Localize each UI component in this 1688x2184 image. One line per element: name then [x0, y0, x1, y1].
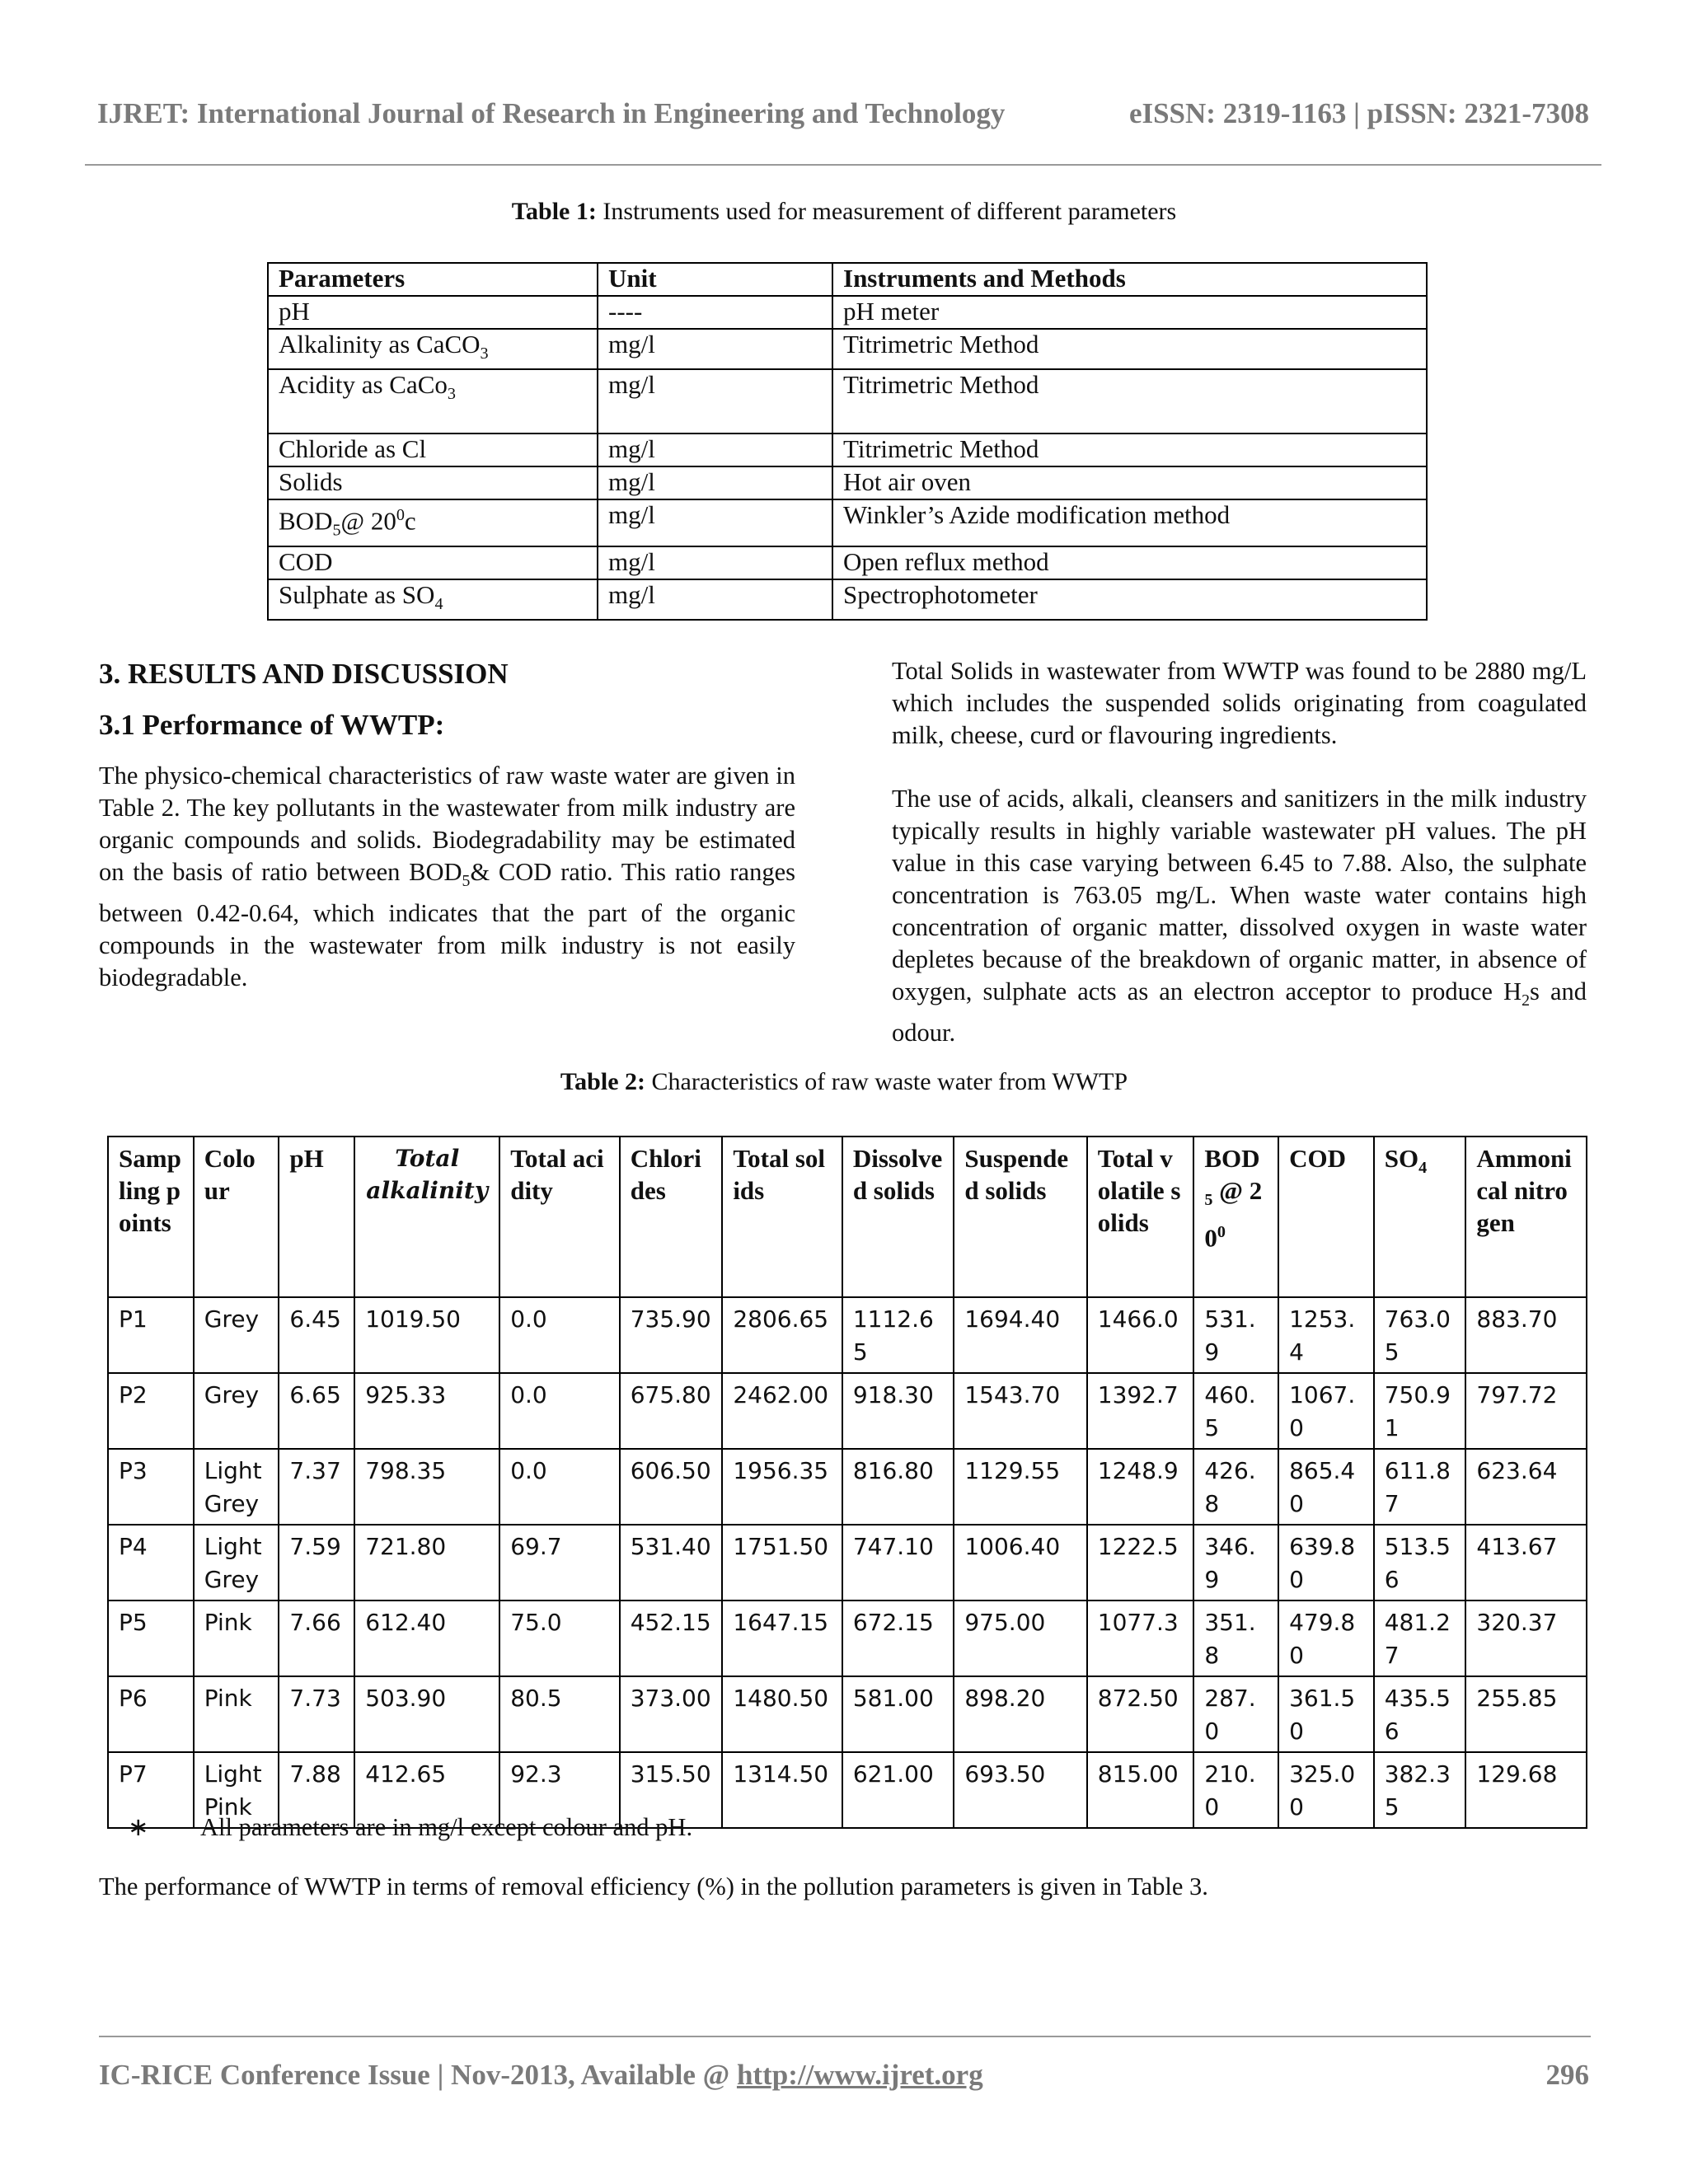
table-cell: Grey — [194, 1373, 279, 1449]
table-cell: 639.80 — [1278, 1525, 1374, 1601]
table-row — [268, 579, 1427, 620]
table-cell: 7.66 — [279, 1601, 354, 1676]
method-cell: Titrimetric Method — [832, 434, 1427, 466]
left-paragraph: The physico-chemical characteristics of raw waste water are given in Table 2. The key pollutants in the wastewater from milk industry are organic compounds and solids. Biodegradability may be estimated on the basis of ratio between $BOD_5\&$ COD ratio. This ratio ranges between 0.42-0.64, which indicates that the part of the organic compounds in the wastewater from milk industry is not easily biodegradable. — [99, 762, 795, 992]
table-cell: 672.15 — [842, 1601, 954, 1676]
table-cell: 255.85 — [1465, 1676, 1587, 1752]
table-cell: 621.00 — [842, 1752, 954, 1828]
table-row — [268, 546, 1427, 579]
table-cell: 351.8 — [1193, 1601, 1278, 1676]
table-row — [108, 1601, 1587, 1676]
table-cell: 1129.55 — [954, 1449, 1086, 1525]
column-header: Unit — [598, 263, 832, 296]
table2-caption-text: Characteristics of raw waste water from WWTP — [645, 1068, 1128, 1095]
table-cell: 129.68 — [1465, 1752, 1587, 1828]
table-header-row — [268, 263, 1427, 296]
table-row — [108, 1449, 1587, 1525]
column-header: Colour — [194, 1137, 279, 1297]
table-cell: 750.91 — [1374, 1373, 1466, 1449]
column-header: $BOD_5$ @ $20^0$ — [1193, 1137, 1278, 1297]
table-cell: 481.27 — [1374, 1601, 1466, 1676]
table2-caption-label: Table 2: — [560, 1068, 646, 1095]
table-cell: 816.80 — [842, 1449, 954, 1525]
table-cell: 452.15 — [620, 1601, 723, 1676]
table-cell: 0.0 — [499, 1373, 620, 1449]
column-header: Sampling points — [108, 1137, 194, 1297]
asterisk-icon: ∗ — [128, 1813, 149, 1841]
table-row — [108, 1525, 1587, 1601]
method-cell: pH meter — [832, 296, 1427, 329]
table-cell: 531.9 — [1193, 1297, 1278, 1373]
table-row — [268, 434, 1427, 466]
method-cell: Titrimetric Method — [832, 369, 1427, 434]
parameter-cell: COD — [268, 546, 598, 579]
table-cell: 797.72 — [1465, 1373, 1587, 1449]
column-header: Total volatile solids — [1087, 1137, 1194, 1297]
parameter-cell: pH — [268, 296, 598, 329]
column-header: pH — [279, 1137, 354, 1297]
table-cell: 872.50 — [1087, 1676, 1194, 1752]
table-cell: 798.35 — [354, 1449, 499, 1525]
table-cell: 7.37 — [279, 1449, 354, 1525]
table-cell: 513.56 — [1374, 1525, 1466, 1601]
table-row — [268, 369, 1427, 434]
table-cell: P1 — [108, 1297, 194, 1373]
table-cell: 623.64 — [1465, 1449, 1587, 1525]
column-header: COD — [1278, 1137, 1374, 1297]
column-header: Ammonical nitrogen — [1465, 1137, 1587, 1297]
table-cell: 975.00 — [954, 1601, 1086, 1676]
method-cell: Open reflux method — [832, 546, 1427, 579]
table-cell: 1222.5 — [1087, 1525, 1194, 1601]
table-cell: 6.45 — [279, 1297, 354, 1373]
table-cell: 460.5 — [1193, 1373, 1278, 1449]
table-cell: 1543.70 — [954, 1373, 1086, 1449]
unit-cell: mg/l — [598, 466, 832, 499]
table-row — [268, 466, 1427, 499]
table2-caption — [0, 1068, 1688, 1096]
subsection-heading: 3.1 Performance of WWTP: — [99, 709, 445, 741]
table-header-row — [108, 1137, 1587, 1297]
table1-caption-label: Table 1: — [511, 198, 597, 225]
table-cell: 1751.50 — [722, 1525, 842, 1601]
column-header: Dissolved solids — [842, 1137, 954, 1297]
closing-sentence: The performance of WWTP in terms of removal efficiency (%) in the pollution parameters is given in Table 3. — [99, 1872, 1208, 1900]
table-cell: 1019.50 — [354, 1297, 499, 1373]
table-cell: 865.40 — [1278, 1449, 1374, 1525]
parameter-cell: Solids — [268, 466, 598, 499]
table-cell: 69.7 — [499, 1525, 620, 1601]
table-cell: Grey — [194, 1297, 279, 1373]
table-cell: 412.65 — [354, 1752, 499, 1828]
table-cell: 413.67 — [1465, 1525, 1587, 1601]
table-cell: 435.56 — [1374, 1676, 1466, 1752]
table-cell: 1392.7 — [1087, 1373, 1194, 1449]
table-cell: 1956.35 — [722, 1449, 842, 1525]
column-header: Total solids — [722, 1137, 842, 1297]
method-cell: Titrimetric Method — [832, 329, 1427, 369]
unit-cell: mg/l — [598, 579, 832, 620]
instruments-table — [267, 262, 1428, 621]
column-header: Parameters — [268, 263, 598, 296]
unit-cell: mg/l — [598, 546, 832, 579]
table-cell: 606.50 — [620, 1449, 723, 1525]
right-paragraph-1: Total Solids in wastewater from WWTP was found to be 2880 mg/L which includes the suspended solids originating from coagulated milk, cheese, curd or flavouring ingredients. — [892, 657, 1587, 749]
table-row — [108, 1297, 1587, 1373]
table-cell: 426.8 — [1193, 1449, 1278, 1525]
table-cell: 925.33 — [354, 1373, 499, 1449]
table-cell: 763.05 — [1374, 1297, 1466, 1373]
table-cell: 918.30 — [842, 1373, 954, 1449]
table-cell: Light Grey — [194, 1449, 279, 1525]
column-header: Chlorides — [620, 1137, 723, 1297]
column-header: $SO_4$ — [1374, 1137, 1466, 1297]
table-cell: 325.00 — [1278, 1752, 1374, 1828]
table-cell: P2 — [108, 1373, 194, 1449]
footnote-text: All parameters are in mg/l except colour and pH. — [200, 1813, 693, 1841]
table-cell: 80.5 — [499, 1676, 620, 1752]
section-heading: 3. RESULTS AND DISCUSSION — [99, 658, 509, 690]
table-cell: 7.73 — [279, 1676, 354, 1752]
table-cell: 0.0 — [499, 1449, 620, 1525]
table-row — [268, 296, 1427, 329]
running-footer — [99, 2059, 1589, 2092]
table-cell: 612.40 — [354, 1601, 499, 1676]
table-row — [268, 329, 1427, 369]
conference-issue: IC-RICE Conference Issue | Nov-2013, Available @ — [99, 2059, 737, 2091]
table-cell: 6.65 — [279, 1373, 354, 1449]
issn-numbers: eISSN: 2319-1163 | pISSN: 2321-7308 — [1128, 97, 1589, 129]
table-cell: P5 — [108, 1601, 194, 1676]
table-cell: 693.50 — [954, 1752, 1086, 1828]
table-cell: P3 — [108, 1449, 194, 1525]
unit-cell: mg/l — [598, 369, 832, 434]
table-cell: 382.35 — [1374, 1752, 1466, 1828]
table-cell: 1248.9 — [1087, 1449, 1194, 1525]
table-cell: 7.59 — [279, 1525, 354, 1601]
table-cell: 531.40 — [620, 1525, 723, 1601]
table-cell: P6 — [108, 1676, 194, 1752]
table-cell: 1253.4 — [1278, 1297, 1374, 1373]
table-cell: 611.87 — [1374, 1449, 1466, 1525]
unit-cell: mg/l — [598, 434, 832, 466]
table-cell: 2462.00 — [722, 1373, 842, 1449]
parameter-cell: Acidity as CaCo$_3$ — [268, 369, 598, 434]
table-row — [108, 1373, 1587, 1449]
parameter-cell: $BOD_5@$ $20^0c$ — [268, 499, 598, 546]
table-cell: 75.0 — [499, 1601, 620, 1676]
table-cell: 210.0 — [1193, 1752, 1278, 1828]
table-cell: Pink — [194, 1601, 279, 1676]
table-cell: 1694.40 — [954, 1297, 1086, 1373]
table-cell: 675.80 — [620, 1373, 723, 1449]
table-cell: 898.20 — [954, 1676, 1086, 1752]
table-cell: 1067.0 — [1278, 1373, 1374, 1449]
table-cell: 0.0 — [499, 1297, 620, 1373]
table1-caption — [0, 198, 1688, 226]
table-cell: 581.00 — [842, 1676, 954, 1752]
unit-cell: ---- — [598, 296, 832, 329]
table-cell: P4 — [108, 1525, 194, 1601]
table-cell: 1314.50 — [722, 1752, 842, 1828]
table-cell: 503.90 — [354, 1676, 499, 1752]
page-number: 296 — [1545, 2059, 1589, 2091]
table-cell: 346.9 — [1193, 1525, 1278, 1601]
table-cell: Pink — [194, 1676, 279, 1752]
table-cell: 1077.3 — [1087, 1601, 1194, 1676]
table-cell: 1480.50 — [722, 1676, 842, 1752]
parameter-cell: Alkalinity as CaCO$_3$ — [268, 329, 598, 369]
table-cell: 1647.15 — [722, 1601, 842, 1676]
method-cell: Spectrophotometer — [832, 579, 1427, 620]
wastewater-characteristics-table — [107, 1136, 1587, 1829]
table-cell: 1112.65 — [842, 1297, 954, 1373]
table-cell: 721.80 — [354, 1525, 499, 1601]
table1-caption-text: Instruments used for measurement of different parameters — [596, 198, 1177, 225]
table-cell: 1006.40 — [954, 1525, 1086, 1601]
unit-cell: mg/l — [598, 329, 832, 369]
method-cell: Winkler’s Azide modification method — [832, 499, 1427, 546]
footer-divider — [99, 2036, 1591, 2037]
journal-title: IJRET: International Journal of Research in Engineering and Technology — [97, 97, 1006, 129]
running-header — [97, 97, 1589, 130]
table-row — [268, 499, 1427, 546]
table-cell: 92.3 — [499, 1752, 620, 1828]
column-header: Instruments and Methods — [832, 263, 1427, 296]
column-header: Total alkalinity — [354, 1137, 499, 1297]
parameter-cell: Sulphate as $SO_4$ — [268, 579, 598, 620]
table-cell: 1466.0 — [1087, 1297, 1194, 1373]
table-cell: 287.0 — [1193, 1676, 1278, 1752]
table-cell: 883.70 — [1465, 1297, 1587, 1373]
table-cell: Light Grey — [194, 1525, 279, 1601]
journal-link[interactable]: http://www.ijret.org — [736, 2059, 983, 2091]
table2-footnote — [128, 1813, 692, 1842]
table-cell: 373.00 — [620, 1676, 723, 1752]
table-cell: 735.90 — [620, 1297, 723, 1373]
parameter-cell: Chloride as Cl — [268, 434, 598, 466]
table-cell: 479.80 — [1278, 1601, 1374, 1676]
table-cell: 2806.65 — [722, 1297, 842, 1373]
unit-cell: mg/l — [598, 499, 832, 546]
table-cell: 7.88 — [279, 1752, 354, 1828]
table-cell: 747.10 — [842, 1525, 954, 1601]
table-row — [108, 1676, 1587, 1752]
table-cell: 361.50 — [1278, 1676, 1374, 1752]
column-header: Suspended solids — [954, 1137, 1086, 1297]
table-cell: 320.37 — [1465, 1601, 1587, 1676]
method-cell: Hot air oven — [832, 466, 1427, 499]
column-header: Total acidity — [499, 1137, 620, 1297]
table-cell: Light Pink — [194, 1752, 279, 1828]
header-divider — [85, 164, 1601, 166]
table-cell: P7 — [108, 1752, 194, 1828]
table-cell: 815.00 — [1087, 1752, 1194, 1828]
table-cell: 315.50 — [620, 1752, 723, 1828]
right-paragraph-2: The use of acids, alkali, cleansers and sanitizers in the milk industry typically results in highly variable wastewater pH values. The pH value in this case varying between 6.45 to 7.88. Also, the sulphate concentration is 763.05 mg/L. When waste water contains high concentration of organic matter, dissolved oxygen in waste water depletes because of the breakdown of organic matter, in absence of oxygen, sulphate acts as an electron acceptor to produce $H_2s$ and odour. — [892, 785, 1587, 1047]
